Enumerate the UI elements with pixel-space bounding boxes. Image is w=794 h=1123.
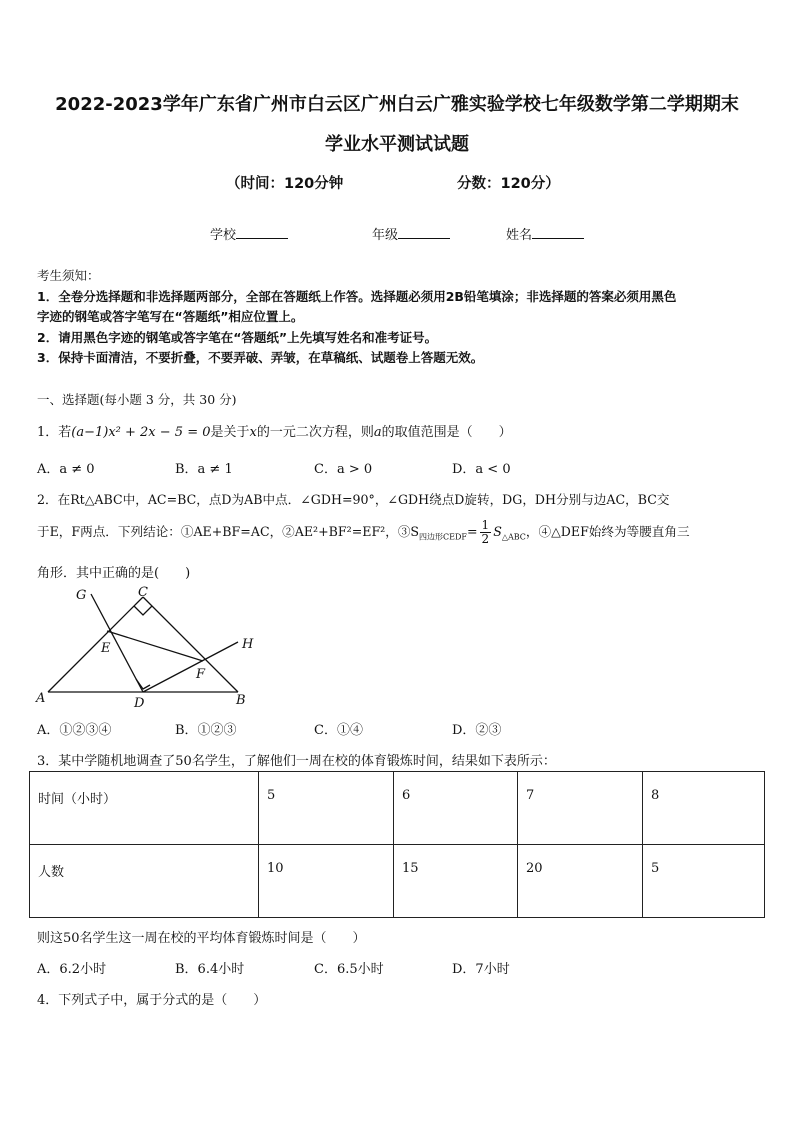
- label-a: A: [36, 691, 46, 706]
- table-cell: 15: [394, 845, 518, 918]
- question-1-stem: [37, 421, 512, 440]
- exam-time: （时间：120分钟: [226, 176, 344, 192]
- table-cell: 10: [259, 845, 394, 918]
- question-2-line3: 角形．其中正确的是( ): [37, 566, 191, 581]
- q3-option-a[interactable]: A．6.2小时: [37, 962, 107, 977]
- q2-frac-num: 1: [481, 518, 490, 532]
- q1-var2: a: [373, 425, 382, 440]
- right-angle-c: [134, 606, 152, 615]
- table-cell: 6: [394, 772, 518, 845]
- ray-dh: [143, 642, 238, 692]
- q1-option-a[interactable]: A．a ≠ 0: [37, 462, 95, 477]
- exam-score: 分数：120分）: [457, 176, 560, 192]
- table-cell: 时间（小时）: [30, 772, 259, 845]
- q2-option-b[interactable]: B．①②③: [175, 723, 237, 738]
- q2-option-a[interactable]: A．①②③④: [37, 723, 112, 738]
- label-h: H: [242, 637, 254, 652]
- q2-option-d[interactable]: D．②③: [452, 723, 502, 738]
- label-c: C: [138, 585, 148, 600]
- q1-option-c[interactable]: C．a > 0: [314, 462, 373, 477]
- question-3-stem: 3．某中学随机地调查了50名学生，了解他们一周在校的体育锻炼时间，结果如下表所示：: [37, 754, 556, 769]
- q2-option-c[interactable]: C．①④: [314, 723, 363, 738]
- q2-line2-sub: 四边形CEDF: [419, 532, 467, 542]
- notice-item-1a: 1．全卷分选择题和非选择题两部分，全部在答题纸上作答。选择题必须用2B铅笔填涂；非选择题的答案必须用黑色: [37, 289, 677, 304]
- q2-line2-a: 于E，F两点．下列结论：①AE+BF=AC，②AE²+BF²=EF²，③S: [37, 524, 420, 539]
- q1-option-d[interactable]: D．a < 0: [452, 462, 511, 477]
- table-cell: 7: [518, 772, 643, 845]
- q3-data-table: [29, 771, 765, 918]
- notice-item-1b: 字迹的钢笔或答字笔写在“答题纸”相应位置上。: [37, 309, 304, 324]
- q1-mid: 是关于: [210, 425, 250, 440]
- q2-line2-s: S: [493, 524, 502, 539]
- table-row: [30, 845, 765, 918]
- question-2-line2: [37, 519, 690, 546]
- page-title-line2: 学业水平测试试题: [325, 134, 469, 155]
- question-3-question: 则这50名学生这一周在校的平均体育锻炼时间是（ ）: [37, 931, 366, 946]
- q1-prefix: 1．若: [37, 425, 72, 440]
- label-d: D: [134, 696, 145, 711]
- segment-cb: [143, 597, 238, 692]
- table-cell: 5: [259, 772, 394, 845]
- school-blank[interactable]: [236, 226, 288, 239]
- question-4-stem: 4．下列式子中，属于分式的是（ ）: [37, 993, 267, 1008]
- q2-frac-den: 2: [481, 532, 490, 546]
- q1-equation: (a−1)x² + 2x − 5 = 0: [71, 425, 211, 440]
- q3-option-b[interactable]: B．6.4小时: [175, 962, 245, 977]
- grade-blank[interactable]: [398, 226, 450, 239]
- segment-ac: [48, 597, 143, 692]
- table-cell: 人数: [30, 845, 259, 918]
- name-field[interactable]: [506, 224, 584, 243]
- q1-suffix: 的一元二次方程，则: [256, 425, 374, 440]
- label-g: G: [76, 588, 87, 603]
- notice-heading: 考生须知：: [37, 268, 100, 283]
- q3-option-c[interactable]: C．6.5小时: [314, 962, 384, 977]
- q2-line2-b: ，④△DEF始终为等腰直角三: [525, 524, 690, 539]
- q2-fraction: [480, 519, 492, 546]
- table-row: [30, 772, 765, 845]
- grade-label: 年级: [372, 228, 399, 243]
- q1-tail: 的取值范围是（ ）: [381, 425, 512, 440]
- ray-dg: [91, 594, 143, 692]
- name-label: 姓名: [506, 228, 533, 243]
- label-f: F: [196, 667, 206, 682]
- table-cell: 5: [643, 845, 765, 918]
- table-cell: 20: [518, 845, 643, 918]
- grade-field[interactable]: [372, 224, 450, 243]
- q2-line2-sub2: △ABC: [501, 532, 526, 542]
- school-field[interactable]: [210, 224, 288, 243]
- question-2-line1: 2．在Rt△ABC中，AC=BC，点D为AB中点．∠GDH=90°，∠GDH绕点D旋转，DG，DH分别与边AC，BC交: [37, 492, 670, 507]
- label-e: E: [101, 641, 111, 656]
- school-label: 学校: [210, 228, 237, 243]
- q2-eq: =: [466, 524, 478, 539]
- section-heading: 一、选择题(每小题 3 分，共 30 分): [37, 392, 237, 407]
- q3-option-d[interactable]: D．7小时: [452, 962, 510, 977]
- table-cell: 8: [643, 772, 765, 845]
- q1-option-b[interactable]: B．a ≠ 1: [175, 462, 233, 477]
- segment-ef: [107, 631, 203, 661]
- label-b: B: [236, 693, 246, 708]
- name-blank[interactable]: [532, 226, 584, 239]
- page-title-line1: 2022-2023学年广东省广州市白云区广州白云广雅实验学校七年级数学第二学期期末: [55, 94, 739, 115]
- notice-item-3: 3．保持卡面清洁，不要折叠，不要弄破、弄皱，在草稿纸、试题卷上答题无效。: [37, 350, 484, 365]
- q1-var: x: [249, 425, 257, 440]
- notice-item-2: 2．请用黑色字迹的钢笔或答字笔在“答题纸”上先填写姓名和准考证号。: [37, 330, 438, 345]
- q2-geometry-figure: [30, 582, 270, 712]
